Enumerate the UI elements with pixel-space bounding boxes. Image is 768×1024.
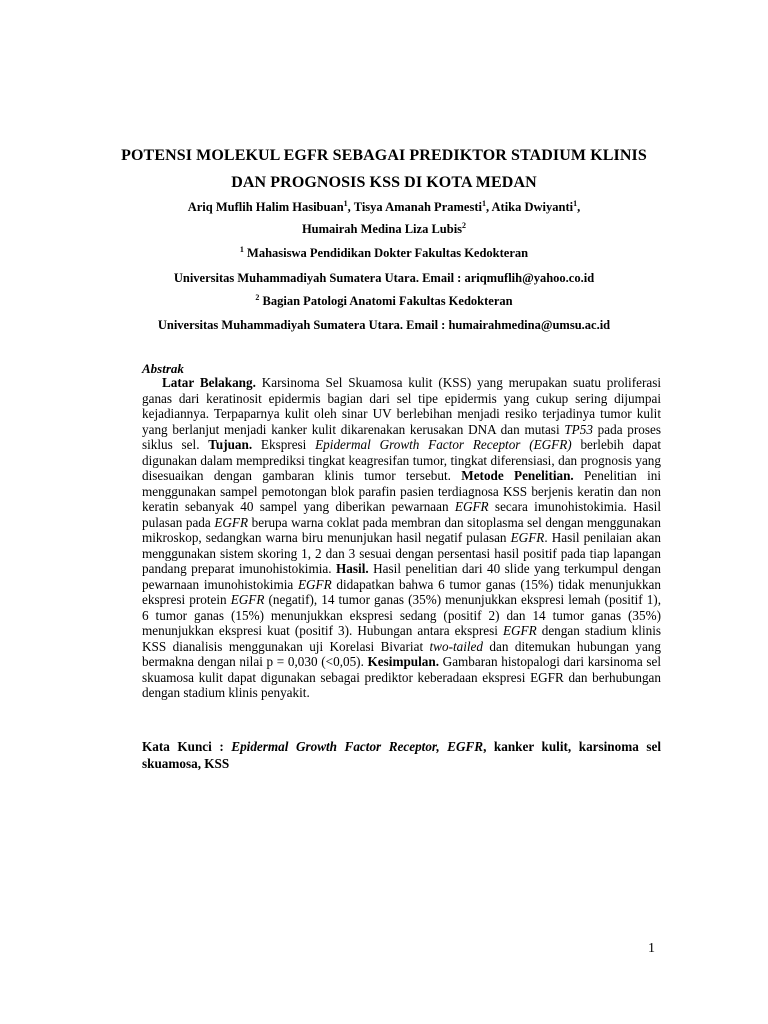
abstract-body	[142, 375, 661, 701]
abstract-italic: EGFR	[454, 499, 489, 514]
author-superscript: 1	[481, 198, 486, 208]
abstract-text: Karsinoma Sel Skuamosa kulit (KSS) yang merupakan suatu proliferasi ganas dari keratinosit epidermis bagian dari sel tipe epidermis yang cukup sering dijumpai kejadiannya. Terpaparnya kulit oleh sinar UV berlebihan menjadi resiko terjadinya tumor kulit yang berlanjut menjadi kanker kulit dikarenakan kerusakan DNA dan mutasi	[142, 375, 661, 437]
author-name: Tisya Amanah Pramesti	[353, 200, 482, 214]
abstract-italic: TP53	[564, 421, 593, 437]
section-label-tujuan: Tujuan.	[208, 437, 253, 452]
authors-line-1	[0, 200, 768, 215]
abstract-heading: Abstrak	[142, 361, 184, 376]
keywords-rest: , kanker kulit, karsinoma sel skuamosa, KSS	[142, 739, 661, 771]
affiliation-superscript: 1	[239, 244, 244, 254]
abstract-text: dengan stadium klinis KSS dianalisis menggunakan uji Korelasi Bivariat	[142, 623, 661, 654]
affiliation-1-university: Universitas Muhammadiyah Sumatera Utara. Email : ariqmuflih@yahoo.co.id	[173, 271, 595, 285]
authors-line-2	[0, 222, 768, 237]
abstract-italic: EGFR	[510, 530, 545, 545]
author-superscript: 1	[573, 198, 578, 208]
abstract-text: . Hasil penilaian akan menggunakan sistem skoring 1, 2 dan 3 sesuai dengan persentasi hasil positif pada tiap lapangan pandang preparat imunohistokimia.	[142, 530, 661, 576]
author-superscript: 1	[343, 198, 348, 208]
abstract-italic: Epidermal Growth Factor Receptor (EGFR)	[315, 437, 572, 452]
section-label-hasil: Hasil.	[336, 561, 369, 576]
section-label-kesimpulan: Kesimpulan.	[367, 654, 439, 669]
abstract-text: Gambaran histopalogi dari karsinoma sel skuamosa kulit dapat digunakan sebagai prediktor keberadaan ekspresi EGFR dan berhubungan dengan stadium klinis penyakit.	[142, 654, 661, 700]
author-superscript: 2	[462, 220, 467, 230]
author-separator: ,	[577, 200, 581, 214]
abstract-text: dan ditemukan hubungan yang bermakna dengan nilai p = 0,030 (<0,05).	[142, 638, 661, 669]
abstract-italic: EGFR	[214, 514, 249, 530]
abstract-text: pada proses siklus sel.	[142, 421, 661, 452]
abstract-text: berlebih dapat digunakan dalam memprediksi tingkat keagresifan tumor, tingkat diferensiasi, dan prognosis yang disesuaikan dengan gambaran klinis tumor tersebut.	[142, 437, 662, 483]
abstract-text: Ekspresi	[252, 437, 316, 452]
author-name: Atika Dwiyanti	[491, 200, 574, 214]
affiliation-1-department	[0, 246, 768, 261]
section-label-metode: Metode Penelitian.	[461, 468, 574, 483]
abstract-text: secara imunohistokimia. Hasil pulasan pada	[142, 499, 661, 530]
affiliation-superscript: 2	[255, 292, 260, 302]
section-label-latar: Latar Belakang.	[162, 375, 256, 390]
keywords-label: Kata Kunci :	[142, 739, 232, 754]
abstract-italic: two-tailed	[429, 638, 483, 654]
page-number: 1	[648, 941, 655, 956]
abstract-text: berupa warna coklat pada membran dan sitoplasma sel dengan menggunakan mikroskop, sedangkan warna biru menunjukan hasil negatif pulasan	[142, 514, 661, 545]
abstract-italic: EGFR	[297, 576, 332, 592]
affiliation-text: Bagian Patologi Anatomi Fakultas Kedokteran	[259, 294, 513, 308]
abstract-text: (negatif), 14 tumor ganas (35%) menunjukkan ekspresi lemah (positif 1), 6 tumor ganas (15%) menunjukkan ekspresi sedang (positif 2) dan 14 tumor ganas (35%) menunjukkan ekspresi kuat (positif 3). Hubungan antara ekspresi	[142, 592, 661, 638]
affiliation-2-university: Universitas Muhammadiyah Sumatera Utara. Email : humairahmedina@umsu.ac.id	[157, 318, 611, 332]
affiliation-text: Mahasiswa Pendidikan Dokter Fakultas Kedokteran	[243, 246, 529, 260]
affiliation-2-department	[0, 294, 768, 309]
author-name: Ariq Muflih Halim Hasibuan	[187, 200, 344, 214]
author-separator: ,	[347, 200, 354, 214]
abstract-text: didapatkan bahwa 6 tumor ganas (15%) tidak menunjukkan ekspresi protein	[142, 576, 661, 607]
author-separator: ,	[485, 200, 492, 214]
keywords	[142, 738, 661, 772]
abstract-italic: EGFR	[230, 592, 265, 607]
abstract-italic: EGFR	[502, 623, 537, 638]
title-line-2: DAN PROGNOSIS KSS DI KOTA MEDAN	[231, 174, 537, 191]
abstract-text: Hasil penelitian dari 40 slide yang terkumpul dengan pewarnaan imunohistokimia	[142, 561, 661, 592]
abstract-text: Penelitian ini menggunakan sampel pemotongan blok parafin pasien terdiagnosa KSS berjenis keratin dan non keratin sebanyak 40 sampel yang diberikan pewarnaan	[142, 468, 661, 514]
title-line-1: POTENSI MOLEKUL EGFR SEBAGAI PREDIKTOR STADIUM KLINIS	[121, 147, 647, 164]
keywords-italic: Epidermal Growth Factor Receptor, EGFR	[231, 739, 484, 754]
author-name: Humairah Medina Liza Lubis	[301, 222, 463, 236]
